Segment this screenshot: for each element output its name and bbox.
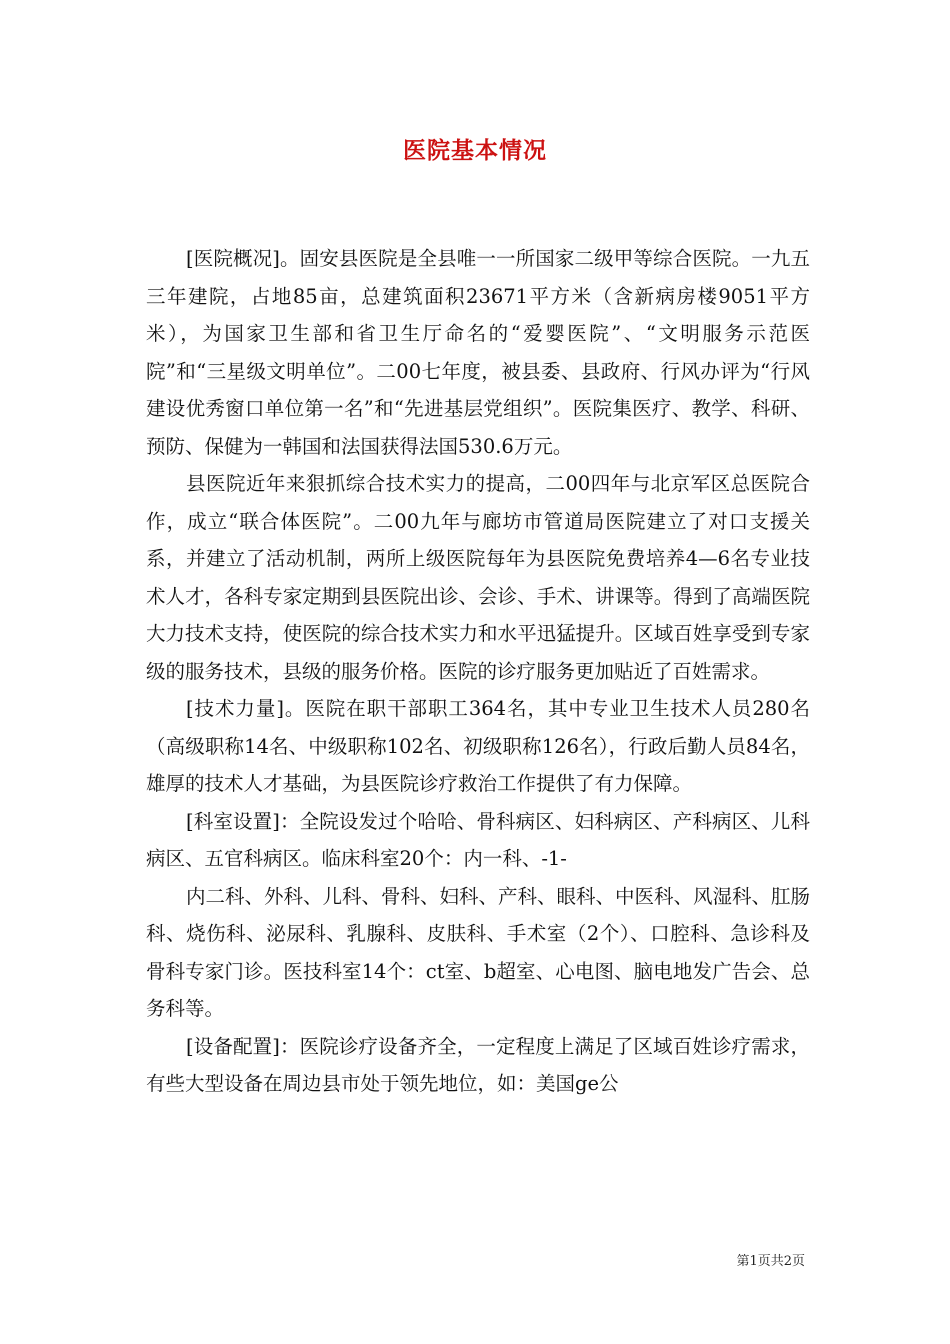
paragraph-cooperation: 县医院近年来狠抓综合技术实力的提高，二00四年与北京军区总医院合作，成立“联合体医院”。二00九年与廊坊市管道局医院建立了对口支援关系，并建立了活动机制，两所上级医院每年为县医院免费培养4—6名专业技术人才，各科专家定期到县医院出诊、会诊、手术、讲课等。得到了高端医院大力技术支持，使医院的综合技术实力和水平迅猛提升。区域百姓享受到专家级的服务技术，县级的服务价格。医院的诊疗服务更加贴近了百姓需求。: [146, 472, 810, 683]
paragraph-equipment: [设备配置]：医院诊疗设备齐全，一定程度上满足了区域百姓诊疗需求，有些大型设备在周边县市处于领先地位，如：美国ge公: [146, 1034, 810, 1095]
document-body: [146, 240, 810, 1103]
paragraph-department-setup: [科室设置]：全院设发过个哈哈、骨科病区、妇科病区、产科病区、儿科病区、五官科病区。临床科室20个：内一科、-1-: [146, 809, 810, 870]
paragraph-technical-strength: [技术力量]。医院在职干部职工364名，其中专业卫生技术人员280名（高级职称14名、中级职称102名、初级职称126名），行政后勤人员84名，雄厚的技术人才基础，为县医院诊疗救治工作提供了有力保障。: [146, 697, 810, 795]
document-title: 医院基本情况: [403, 137, 547, 164]
paragraph-department-list: 内二科、外科、儿科、骨科、妇科、产科、眼科、中医科、风湿科、肛肠科、烧伤科、泌尿科、乳腺科、皮肤科、手术室（2个）、口腔科、急诊科及骨科专家门诊。医技科室14个：ct室、b超室、心电图、脑电地发广告会、总务科等。: [146, 884, 811, 1020]
page-number-footer: 第1页共2页: [736, 1254, 805, 1269]
paragraph-hospital-overview: [医院概况]。固安县医院是全县唯一一所国家二级甲等综合医院。一九五三年建院，占地85亩，总建筑面积23671平方米（含新病房楼9051平方米），为国家卫生部和省卫生厅命名的“爱婴医院”、“文明服务示范医院”和“三星级文明单位”。二00七年度，被县委、县政府、行风办评为“行风建设优秀窗口单位第一名”和“先进基层党组织”。医院集医疗、教学、科研、预防、保健为一韩国和法国获得法国530.6万元。: [146, 247, 810, 458]
